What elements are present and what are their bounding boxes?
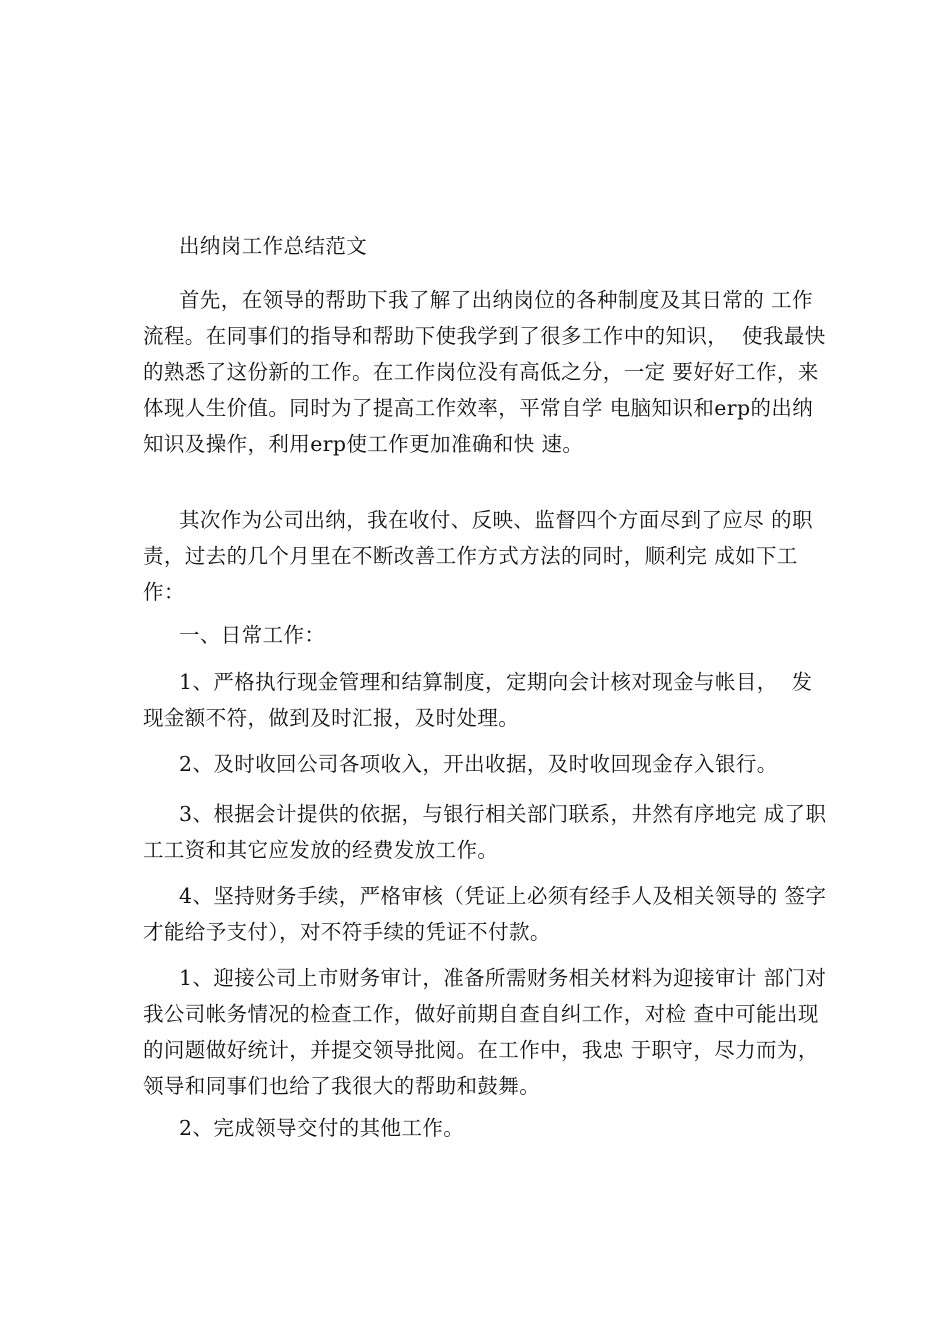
list-item-income-collection: 2、及时收回公司各项收入，开出收据，及时收回现金存入银行。 [179, 752, 778, 776]
list-item-audit-procedures: 4、坚持财务手续，严格审核（凭证上必须有经手人及相关领导的 签字才能给予支付），对不符手续的凭证不付款。 [143, 884, 827, 944]
section-heading-daily-work: 一、日常工作： [179, 623, 326, 647]
paragraph-intro: 首先，在领导的帮助下我了解了出纳岗位的各种制度及其日常的 工作流程。在同事们的指导和帮助下使我学到了很多工作中的知识， 使我最快的熟悉了这份新的工作。在工作岗位没有高低之分，一定 要好好工作，来体现人生价值。同时为了提高工作效率，平常自学 电脑知识和erp的出纳知识及操作，利用erp使工作更加准确和快 速。 [143, 288, 826, 456]
list-item-financial-audit: 1、迎接公司上市财务审计，准备所需财务相关材料为迎接审计 部门对我公司帐务情况的检查工作，做好前期自查自纠工作，对检 查中可能出现的问题做好统计，并提交领导批阅。在工作中，我忠 于职守，尽力而为，领导和同事们也给了我很大的帮助和鼓舞。 [143, 966, 827, 1098]
list-item-other-work: 2、完成领导交付的其他工作。 [179, 1116, 465, 1140]
document-title: 出纳岗工作总结范文 [179, 234, 368, 258]
paragraph-duties: 其次作为公司出纳，我在收付、反映、监督四个方面尽到了应尽 的职责，过去的几个月里在不断改善工作方式方法的同时，顺利完 成如下工作： [143, 508, 813, 604]
list-item-cash-management: 1、严格执行现金管理和结算制度，定期向会计核对现金与帐目， 发现金额不符，做到及时汇报，及时处理。 [143, 670, 813, 730]
list-item-salary-payment: 3、根据会计提供的依据，与银行相关部门联系，井然有序地完 成了职工工资和其它应发放的经费发放工作。 [143, 802, 827, 862]
